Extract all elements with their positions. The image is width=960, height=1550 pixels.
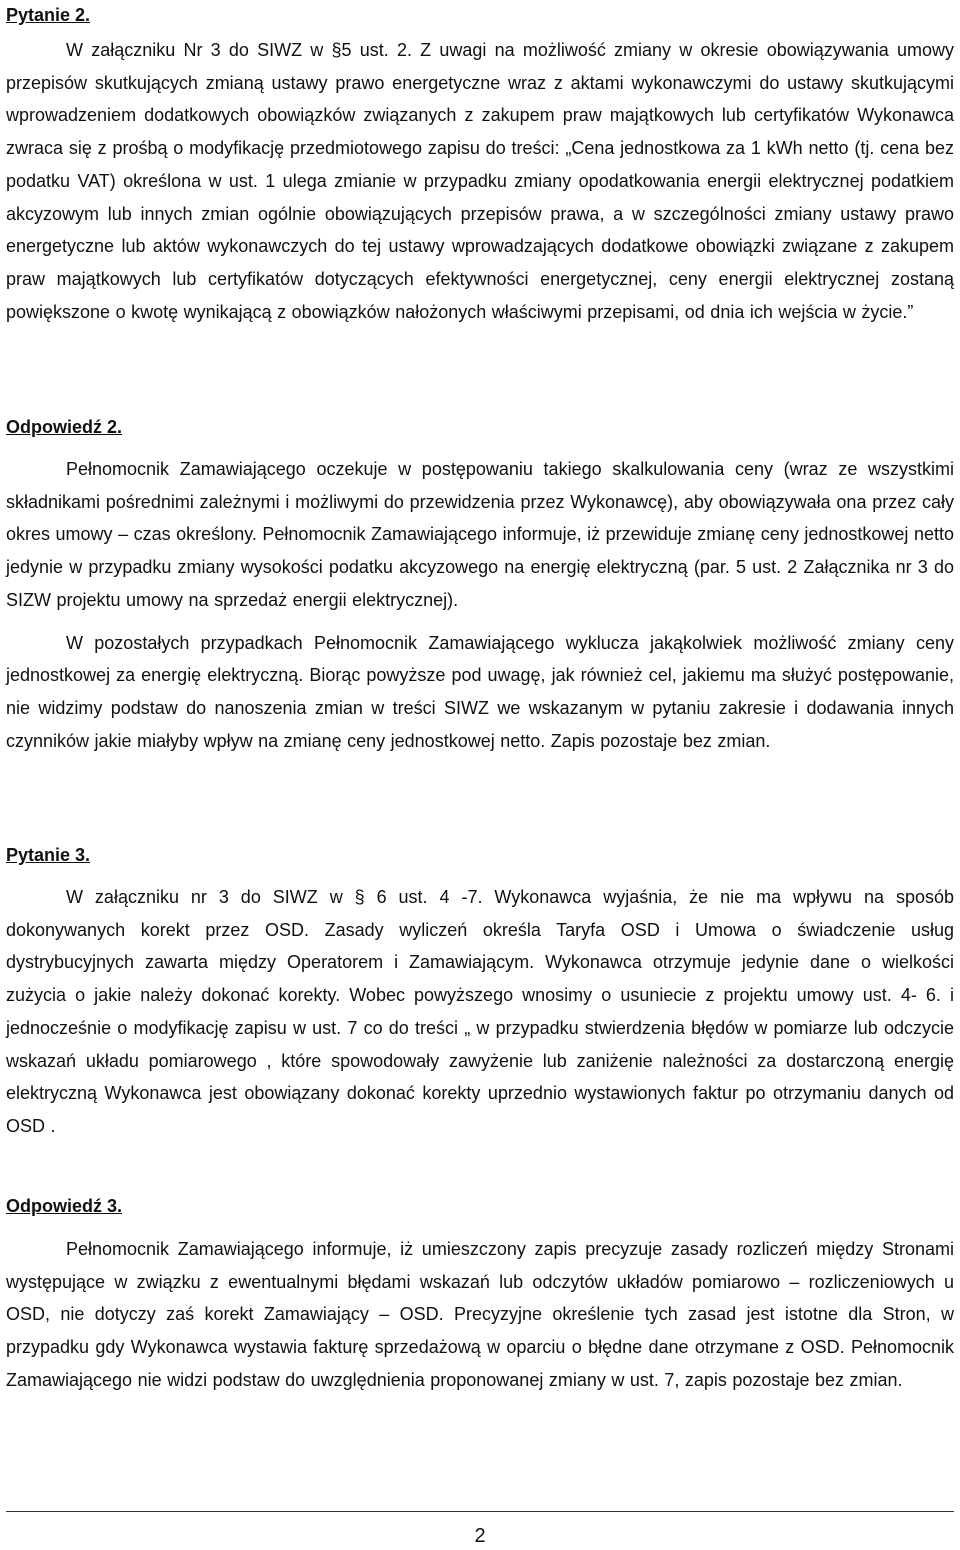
answer-3-paragraph: Pełnomocnik Zamawiającego informuje, iż umieszczony zapis precyzuje zasady rozliczeń między Stronami występujące w związku z ewentualnymi błędami wskazań lub odczytów układów pomiarowo – rozliczeniowych u OSD, nie dotyczy zaś korekt Zamawiający – OSD. Precyzyjne określenie tych zasad jest istotne dla Stron, w przypadku gdy Wykonawca wystawia fakturę sprzedażową w oparciu o błędne dane otrzymane z OSD. Pełnomocnik Zamawiającego nie widzi podstaw do uwzględnienia proponowanej zmiany w ust. 7, zapis pozostaje bez zmian.	[6, 1239, 954, 1390]
answer-2-paragraph-2: W pozostałych przypadkach Pełnomocnik Zamawiającego wyklucza jakąkolwiek możliwość zmiany ceny jednostkowej za energię elektryczną. Biorąc powyższe pod uwagę, jak również cel, jakiemu ma służyć postępowanie, nie widzimy podstaw do nanoszenia zmian w treści SIWZ we wskazanym w pytaniu zakresie i dodawania innych czynników jakie miałyby wpływ na zmianę ceny jednostkowej netto. Zapis pozostaje bez zmian.	[6, 632, 954, 751]
answer-2-paragraph-1: Pełnomocnik Zamawiającego oczekuje w postępowaniu takiego skalkulowania ceny (wraz ze wszystkimi składnikami pośrednimi zależnymi i możliwymi do przewidzenia przez Wykonawcę), aby obowiązywała ona przez cały okres umowy – czas określony. Pełnomocnik Zamawiającego informuje, iż przewiduje zmianę ceny jednostkowej netto jedynie w przypadku zmiany wysokości podatku akcyzowego na energię elektryczną (par. 5 ust. 2 Załącznika nr 3 do SIZW projektu umowy na sprzedaż energii elektrycznej).	[6, 459, 954, 610]
question-3-paragraph: W załączniku nr 3 do SIWZ w § 6 ust. 4 -7. Wykonawca wyjaśnia, że nie ma wpływu na sposób dokonywanych korekt przez OSD. Zasady wyliczeń określa Taryfa OSD i Umowa o świadczenie usług dystrybucyjnych zawarta między Operatorem i Zamawiającym. Wykonawca otrzymuje jedynie dane o wielkości zużycia o jakie należy dokonać korekty. Wobec powyższego wnosimy o usuniecie z projektu umowy ust. 4- 6. i jednocześnie o modyfikację zapisu w ust. 7 co do treści „ w przypadku stwierdzenia błędów w pomiarze lub odczycie wskazań układu pomiarowego , które spowodowały zawyżenie lub zaniżenie należności za dostarczoną energię elektryczną Wykonawca jest obowiązany dokonać korekty uprzednio wystawionych faktur po otrzymaniu danych od OSD .	[6, 887, 954, 1136]
footer-divider	[6, 1511, 954, 1512]
question-3-body	[6, 881, 954, 1143]
answer-3-heading: Odpowiedź 3.	[6, 1196, 123, 1216]
page-number: 2	[474, 1525, 486, 1547]
question-2-body	[6, 34, 954, 328]
question-2-paragraph: W załączniku Nr 3 do SIWZ w §5 ust. 2. Z uwagi na możliwość zmiany w okresie obowiązywania umowy przepisów skutkujących zmianą ustawy prawo energetyczne wraz z aktami wykonawczymi do ustawy skutkującymi wprowadzeniem dodatkowych obowiązków związanych z zakupem praw majątkowych lub certyfikatów Wykonawca zwraca się z prośbą o modyfikację przedmiotowego zapisu do treści: „Cena jednostkowa za 1 kWh netto (tj. cena bez podatku VAT) określona w ust. 1 ulega zmianie w przypadku zmiany opodatkowania energii elektrycznej podatkiem akcyzowym lub innych zmian ogólnie obowiązujących przepisów prawa, a w szczególności zmiany ustawy prawo energetyczne lub aktów wykonawczych do tej ustawy wprowadzających dodatkowe obowiązki związane z zakupem praw majątkowych lub certyfikatów dotyczących efektywności energetycznej, ceny energii elektrycznej zostaną powiększone o kwotę wynikającą z obowiązków nałożonych właściwymi przepisami, od dnia ich wejścia w życie.”	[6, 40, 954, 322]
question-2-heading: Pytanie 2.	[6, 5, 91, 25]
question-3-heading: Pytanie 3.	[6, 845, 91, 865]
answer-3-body	[6, 1233, 954, 1397]
answer-2-heading: Odpowiedź 2.	[6, 417, 123, 437]
answer-2-body	[6, 453, 954, 757]
